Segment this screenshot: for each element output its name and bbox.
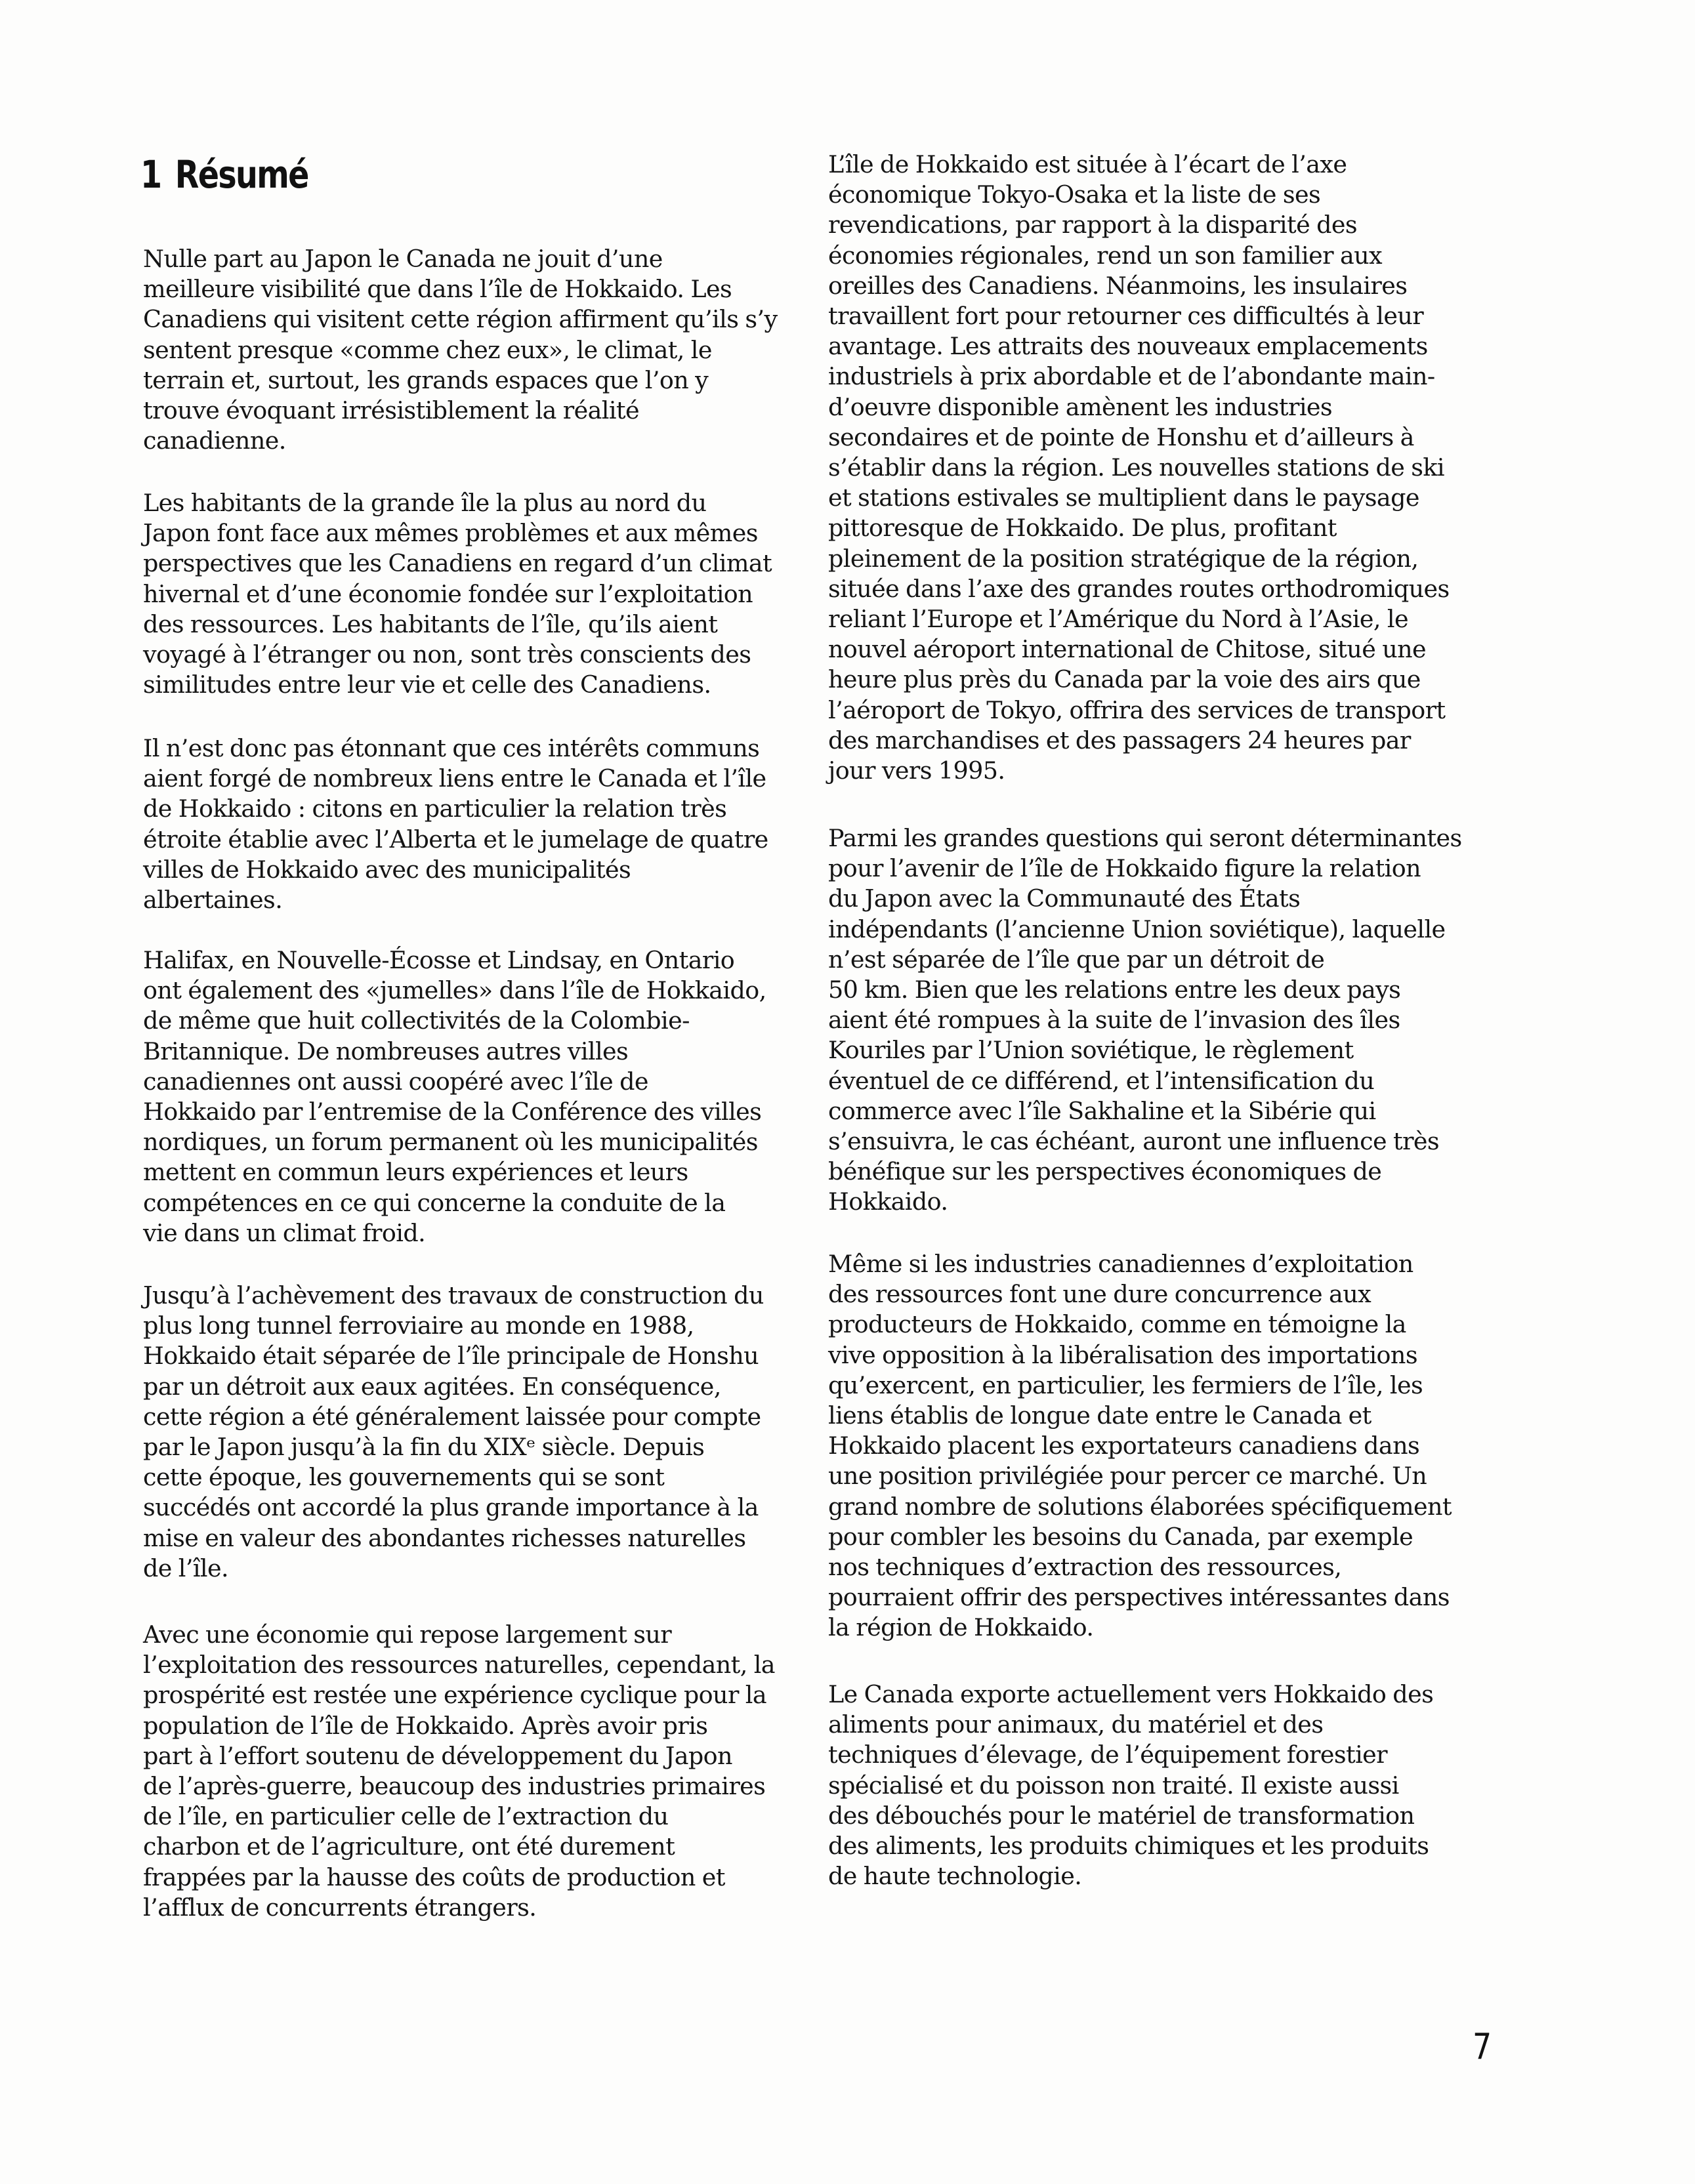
paragraph: Nulle part au Japon le Canada ne jouit d’une meilleure visibilité que dans l’île de Hokkaido. Les Canadiens qui visitent cette région affirment qu’ils s’y sentent presque «comme chez eux», le climat, le terrain et, surtout, les grands espaces que l’on y trouve évoquant irrésistiblement la réalité canadienne.	[143, 245, 778, 455]
section-number: 1	[140, 152, 161, 197]
paragraph: Il n’est donc pas étonnant que ces intérêts communs aient forgé de nombreux liens entre le Canada et l’île de Hokkaido : citons en particulier la relation très étroite établie avec l’Alberta et le jumelage de quatre villes de Hokkaido avec des municipalités albertaines.	[143, 734, 768, 915]
paragraph: Parmi les grandes questions qui seront déterminantes pour l’avenir de l’île de Hokkaido figure la relation du Japon avec la Communauté des États indépendants (l’ancienne Union soviétique), laquelle n’est séparée de l’île que par un détroit de 50 km. Bien que les relations entre les deux pays aient été rompues à la suite de l’invasion des îles Kouriles par l’Union soviétique, le règlement éventuel de ce différend, et l’intensification du commerce avec l’île Sakhaline et la Sibérie qui s’ensuivra, le cas échéant, auront une influence très bénéfique sur les perspectives économiques de Hokkaido.	[828, 824, 1462, 1216]
section-title: Résumé	[175, 152, 308, 197]
paragraph: Les habitants de la grande île la plus au nord du Japon font face aux mêmes problèmes et aux mêmes perspectives que les Canadiens en regard d’un climat hivernal et d’une économie fondée sur l’exploitation des ressources. Les habitants de l’île, qu’ils aient voyagé à l’étranger ou non, sont très conscients des similitudes entre leur vie et celle des Canadiens.	[143, 489, 772, 699]
paragraph: L’île de Hokkaido est située à l’écart de l’axe économique Tokyo-Osaka et la liste de ses revendications, par rapport à la disparité des économies régionales, rend un son familier aux oreilles des Canadiens. Néanmoins, les insulaires travaillent fort pour retourner ces difficultés à leur avantage. Les attraits des nouveaux emplacements industriels à prix abordable et de l’abondante main- d’oeuvre disponible amènent les industries secondaires et de pointe de Honshu et d’ailleurs à s’établir dans la région. Les nouvelles stations de ski et stations estivales se multiplient dans le paysage pittoresque de Hokkaido. De plus, profitant pleinement de la position stratégique de la région, située dans l’axe des grandes routes orthodromiques reliant l’Europe et l’Amérique du Nord à l’Asie, le nouvel aéroport international de Chitose, situé une heure plus près du Canada par la voie des airs que l’aéroport de Tokyo, offrira des services de transport des marchandises et des passagers 24 heures par jour vers 1995.	[828, 150, 1450, 785]
paragraph: Avec une économie qui repose largement sur l’exploitation des ressources naturelles, cependant, la prospérité est restée une expérience cyclique pour la population de l’île de Hokkaido. Après avoir pris part à l’effort soutenu de développement du Japon de l’après-guerre, beaucoup des industries primaires de l’île, en particulier celle de l’extraction du charbon et de l’agriculture, ont été durement frappées par la hausse des coûts de production et l’afflux de concurrents étrangers.	[143, 1620, 775, 1922]
paragraph: Jusqu’à l’achèvement des travaux de construction du plus long tunnel ferroviaire au monde en 1988, Hokkaido était séparée de l’île principale de Honshu par un détroit aux eaux agitées. En conséquence, cette région a été généralement laissée pour compte par le Japon jusqu’à la fin du XIXᵉ siècle. Depuis cette époque, les gouvernements qui se sont succédés ont accordé la plus grande importance à la mise en valeur des abondantes richesses naturelles de l’île.	[143, 1281, 764, 1582]
section-heading	[140, 152, 308, 197]
paragraph: Même si les industries canadiennes d’exploitation des ressources font une dure concurrence aux producteurs de Hokkaido, comme en témoigne la vive opposition à la libéralisation des importations qu’exercent, en particulier, les fermiers de l’île, les liens établis de longue date entre le Canada et Hokkaido placent les exportateurs canadiens dans une position privilégiée pour percer ce marché. Un grand nombre de solutions élaborées spécifiquement pour combler les besoins du Canada, par exemple nos techniques d’extraction des ressources, pourraient offrir des perspectives intéressantes dans la région de Hokkaido.	[828, 1250, 1452, 1642]
page-number: 7	[1473, 2026, 1492, 2067]
paragraph: Le Canada exporte actuellement vers Hokkaido des aliments pour animaux, du matériel et des techniques d’élevage, de l’équipement forestier spécialisé et du poisson non traité. Il existe aussi des débouchés pour le matériel de transformation des aliments, les produits chimiques et les produits de haute technologie.	[828, 1680, 1434, 1891]
paragraph: Halifax, en Nouvelle-Écosse et Lindsay, en Ontario ont également des «jumelles» dans l’île de Hokkaido, de même que huit collectivités de la Colombie- Britannique. De nombreuses autres villes canadiennes ont aussi coopéré avec l’île de Hokkaido par l’entremise de la Conférence des villes nordiques, un forum permanent où les municipalités mettent en commun leurs expériences et leurs compétences en ce qui concerne la conduite de la vie dans un climat froid.	[143, 946, 766, 1247]
